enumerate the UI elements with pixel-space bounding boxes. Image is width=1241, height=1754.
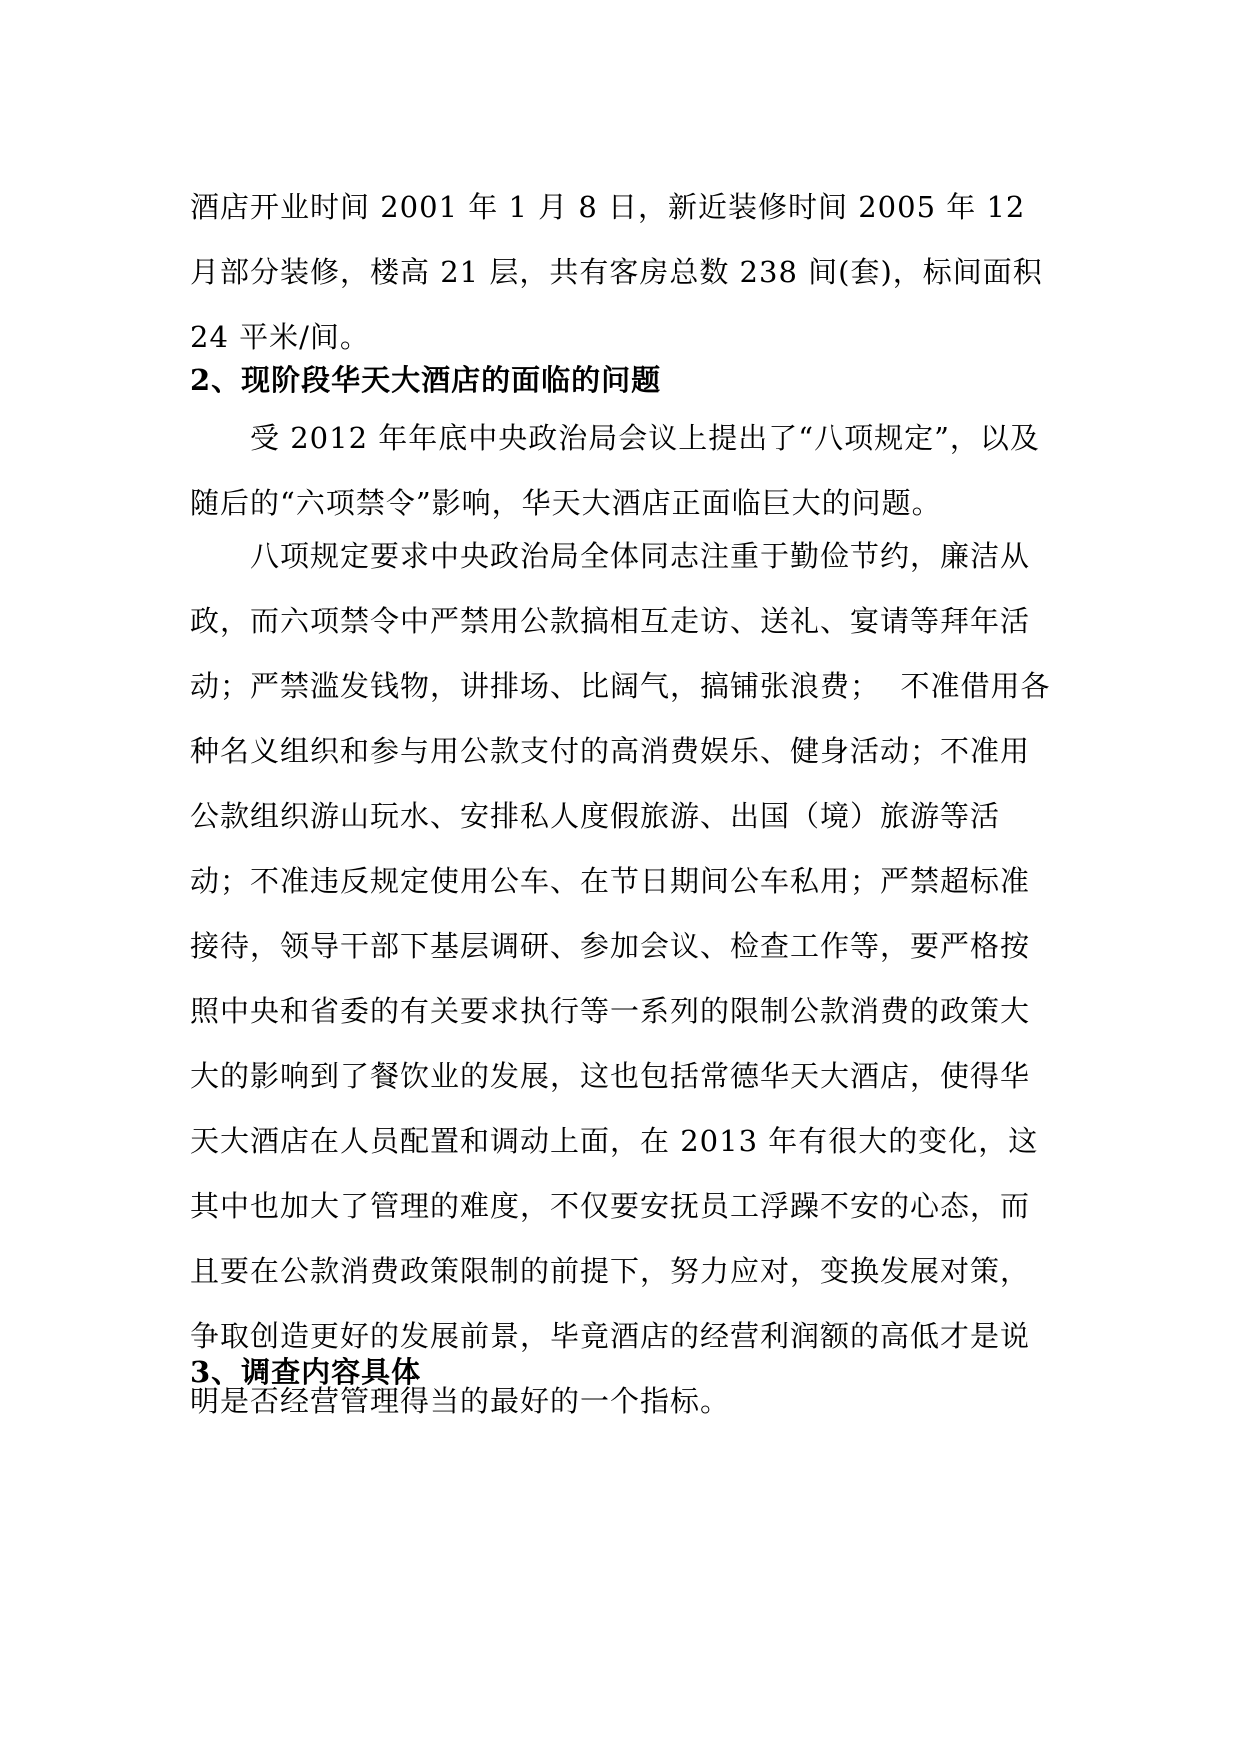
section-2-heading: 2、现阶段华天大酒店的面临的问题 — [190, 363, 662, 397]
section-2-paragraph-1: 受 2012 年年底中央政治局会议上提出了“八项规定”，以及随后的“六项禁令”影响，华天大酒店正面临巨大的问题。 — [190, 421, 1040, 520]
section-2-paragraph-2: 八项规定要求中央政治局全体同志注重于勤俭节约，廉洁从政，而六项禁令中严禁用公款搞相互走访、送礼、宴请等拜年活动；严禁滥发钱物，讲排场、比阔气，搞铺张浪费； 不准借用各种名义组织和参与用公款支付的高消费娱乐、健身活动；不准用公款组织游山玩水、安排私人度假旅游、出国（境）旅游等活动；不准违反规定使用公车、在节日期间公车私用；严禁超标准接待，领导干部下基层调研、参加会议、检查工作等，要严格按照中央和省委的有关要求执行等一系列的限制公款消费的政策大大的影响到了餐饮业的发展，这也包括常德华天大酒店，使得华天大酒店在人员配置和调动上面，在 2013 年有很大的变化，这其中也加大了管理的难度，不仅要安抚员工浮躁不安的心态，而且要在公款消费政策限制的前提下，努力应对，变换发展对策，争取创造更好的发展前景，毕竟酒店的经营利润额的高低才是说明是否经营管理得当的最好的一个指标。 — [190, 539, 1051, 1418]
section-3-heading: 3、调查内容具体 — [190, 1355, 422, 1389]
intro-paragraph: 酒店开业时间 2001 年 1 月 8 日，新近装修时间 2005 年 12 月部分装修，楼高 21 层，共有客房总数 238 间(套)，标间面积 24 平米/间。 — [190, 190, 1053, 354]
